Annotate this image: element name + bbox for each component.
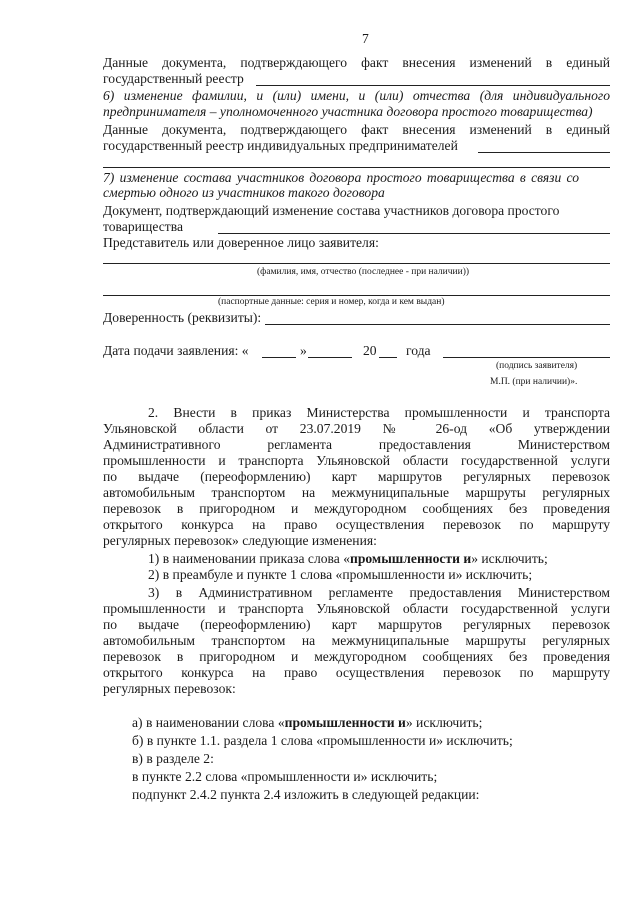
- page-number: 7: [362, 31, 369, 46]
- s1-fill-line: [256, 85, 610, 86]
- s6-fill-line-2: [103, 167, 610, 168]
- item-3-line-1: 3) в Административном регламенте предоставления Министерством: [148, 585, 610, 600]
- item-3-line-4: автомобильным транспортом на межмуниципальные маршруты регулярных: [103, 633, 610, 648]
- date-month-line: [308, 357, 352, 358]
- s1-line2: государственный реестр: [103, 71, 244, 86]
- item-1-post: » исключить;: [471, 551, 548, 566]
- s6-line2: государственный реестр индивидуальных предпринимателей: [103, 138, 458, 153]
- stamp-note: М.П. (при наличии)».: [490, 377, 578, 387]
- para2-line-4: промышленности и транспорта Ульяновской области государственной услуги: [103, 453, 610, 468]
- passport-line: [103, 295, 610, 296]
- para2-line-3: Административного регламента предоставления Министерством: [103, 437, 610, 452]
- date-day-line: [262, 357, 296, 358]
- s7-fill-line: [218, 233, 610, 234]
- subitem-a-pre: а) в наименовании слова «: [132, 715, 285, 730]
- subitem-a: [132, 715, 482, 731]
- item-2: 2) в преамбуле и пункте 1 слова «промышленности и» исключить;: [148, 567, 533, 582]
- power-of-attorney-line: [265, 324, 610, 325]
- date-year-suffix: года: [406, 343, 431, 358]
- signature-line: [443, 357, 610, 358]
- s7-heading-line1: 7) изменение состава участников договора простого товарищества в связи со: [103, 170, 579, 185]
- date-year-line: [379, 357, 397, 358]
- s7-heading-line2: смертью одного из участников такого договора: [103, 185, 385, 200]
- caption-passport: (паспортные данные: серия и номер, когда и кем выдан): [218, 297, 445, 307]
- item-3-line-7: регулярных перевозок:: [103, 681, 236, 696]
- caption-full-name: (фамилия, имя, отчество (последнее - при наличии)): [257, 267, 470, 277]
- para2-line-2: Ульяновской области от 23.07.2019 № 26-од «Об утверждении: [103, 421, 610, 436]
- representative-label: Представитель или доверенное лицо заявителя:: [103, 235, 379, 250]
- para2-line-9: регулярных перевозок» следующие изменения:: [103, 533, 377, 548]
- subitem-b: б) в пункте 1.1. раздела 1 слова «промышленности и» исключить;: [132, 733, 513, 748]
- para2-line-6: автомобильным транспортом на межмуниципальные маршруты регулярных: [103, 485, 610, 500]
- date-label: Дата подачи заявления: «: [103, 343, 249, 358]
- subitem-a-post: » исключить;: [405, 715, 483, 730]
- para2-line-7: перевозок в пригородном и междугородном сообщениях без проведения: [103, 501, 610, 516]
- item-3-line-5: перевозок в пригородном и междугородном сообщениях без проведения: [103, 649, 610, 664]
- subitem-c: в) в разделе 2:: [132, 751, 214, 766]
- item-3-line-6: открытого конкурса на право осуществления перевозок по маршруту: [103, 665, 610, 680]
- para2-line-8: открытого конкурса на право осуществления перевозок по маршруту: [103, 517, 610, 532]
- item-1-bold: промышленности и: [350, 551, 472, 566]
- subitem-c-1: в пункте 2.2 слова «промышленности и» исключить;: [132, 769, 438, 784]
- para2-line-1: 2. Внести в приказ Министерства промышленности и транспорта: [148, 405, 610, 420]
- power-of-attorney-label: Доверенность (реквизиты):: [103, 310, 262, 325]
- s6-heading-line2: предпринимателя – уполномоченного участника договора простого товарищества): [103, 104, 593, 119]
- s7-line2: товарищества: [103, 219, 183, 234]
- date-mid: »: [300, 343, 307, 358]
- s7-line1: Документ, подтверждающий изменение состава участников договора простого: [103, 203, 560, 218]
- s6-heading-line1: 6) изменение фамилии, и (или) имени, и (или) отчества (для индивидуального: [103, 88, 610, 103]
- subitem-a-bold: промышленности и: [284, 715, 406, 730]
- s6-line1: Данные документа, подтверждающего факт внесения изменений в единый: [103, 122, 610, 137]
- s1-line1: Данные документа, подтверждающего факт внесения изменений в единый: [103, 55, 610, 70]
- subitem-c-2: подпункт 2.4.2 пункта 2.4 изложить в следующей редакции:: [132, 787, 480, 802]
- item-3-line-3: по выдаче (переоформлению) карт маршрутов регулярных перевозок: [103, 617, 610, 632]
- item-3-line-2: промышленности и транспорта Ульяновской области государственной услуги: [103, 601, 610, 616]
- item-1-pre: 1) в наименовании приказа слова «: [148, 551, 350, 566]
- caption-signature: (подпись заявителя): [496, 361, 578, 371]
- s6-fill-line-1: [478, 152, 610, 153]
- item-1: [148, 551, 548, 567]
- representative-name-line: [103, 263, 610, 264]
- para2-line-5: по выдаче (переоформлению) карт маршрутов регулярных перевозок: [103, 469, 610, 484]
- date-year-prefix: 20: [363, 343, 377, 358]
